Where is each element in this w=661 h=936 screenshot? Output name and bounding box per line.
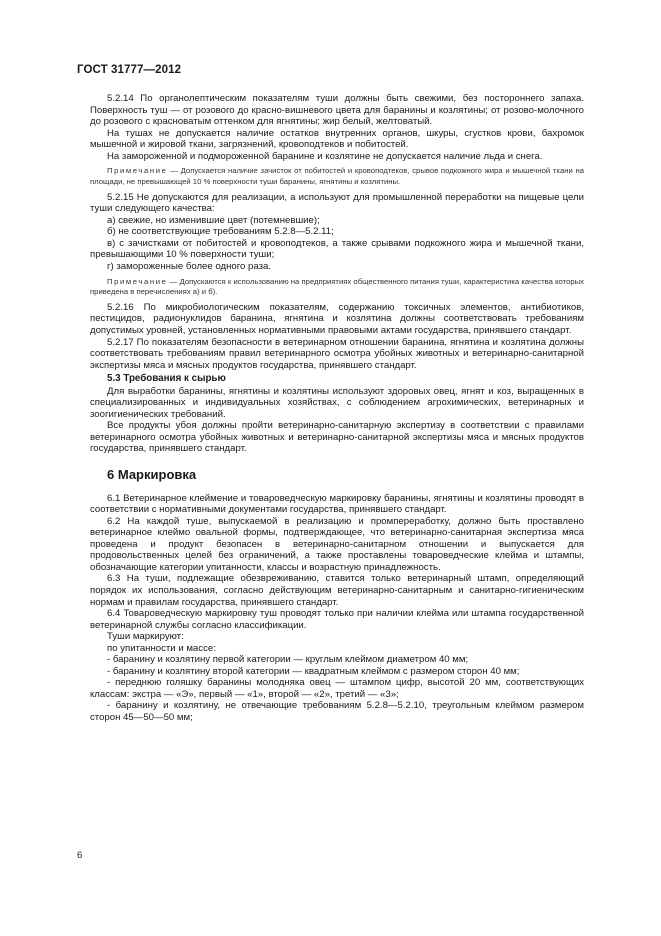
list-item: в) с зачистками от побитостей и кровоподтеков, а также срывами подкожного жира и мышечной ткани, превышающими 10 % поверхности туши;	[90, 237, 584, 261]
list-item: а) свежие, но изменившие цвет (потемневшие);	[107, 214, 320, 226]
paragraph-5-3-b: Все продукты убоя должны пройти ветеринарно-санитарную экспертизу в соответствии с правилами ветеринарного осмотра убойных животных и ветеринарно-санитарной экспертизы мяса и мясных продуктов государства, принявшего стандарт.	[90, 420, 584, 455]
section-heading-6: 6 Маркировка	[107, 467, 197, 483]
note-text: — Допускаются к использованию на предприятиях общественного питания туши, характеристика качества которых приведена в перечислениях а) и б).	[90, 276, 584, 297]
paragraph-6-2: 6.2 На каждой туше, выпускаемой в реализацию и промпереработку, должно быть проставлено ветеринарное клеймо овальной формы, подтверждающее, что ветеринарно-санитарная экспертиза мяса проведена и продукт безопасен в ветеринарно-санитарном отношении и выпускается для продовольственных целей без ограничений, а также проставлены товароведческие клейма и штампы, обозначающие категории упитанности, классы и возрастную принадлежность.	[90, 515, 584, 573]
paragraph-mark-by: по упитанности и массе:	[107, 642, 216, 654]
list-item: б) не соответствующие требованиям 5.2.8—5.2.11;	[107, 226, 334, 238]
paragraph-6-3: 6.3 На туши, подлежащие обезвреживанию, ставится только ветеринарный штамп, определяющий порядок их использования, согласно действующим ветеринарно-санитарным и санитарно-гигиеническим нормам и правилам государства, принявшего стандарт.	[90, 573, 584, 608]
paragraph-5-3-a: Для выработки баранины, ягнятины и козлятины используют здоровых овец, ягнят и коз, выращенных в специализированных и индивидуальных хозяйствах, с соблюдением агрохимических, ветеринарных и зоогигиенических требований.	[90, 385, 584, 420]
paragraph-5-2-14-c: На замороженной и подмороженной баранине и козлятине не допускается наличие льда и снега.	[107, 150, 543, 162]
paragraph-5-2-14: 5.2.14 По органолептическим показателям туши должны быть свежими, без постороннего запаха. Поверхность туш — от розового до красно-вишневого цвета для баранины и козлятины; от розово-молочного до розового с красноватым оттенком для ягнятины; жир белый, желтоватый.	[90, 93, 584, 128]
note-label: Примечание	[107, 276, 168, 286]
note-text: — Допускается наличие зачисток от побитостей и кровоподтеков, срывов подкожного жира и мышечной ткани на площади, не превышающей 10 % поверхности туши баранины, ягнятины и козлятины.	[90, 166, 584, 186]
paragraph-mark-intro: Туши маркируют:	[107, 631, 184, 643]
paragraph-5-2-16: 5.2.16 По микробиологическим показателям, содержанию токсичных элементов, антибиотиков, пестицидов, радионуклидов баранина, ягнятина и козлятина должны соответствовать требованиям допустимых уровней, установленных нормативными правовыми актами государства, принявшего стандарт.	[90, 301, 584, 337]
note-2	[90, 277, 584, 298]
section-heading-5-3: 5.3 Требования к сырью	[107, 373, 226, 385]
document-body	[90, 93, 584, 724]
page-number: 6	[77, 850, 83, 861]
list-item: - баранину и козлятину второй категории — квадратным клеймом с размером сторон 40 мм;	[107, 665, 520, 677]
paragraph-5-2-14-b: На тушах не допускается наличие остатков внутренних органов, шкуры, сгустков крови, бахромок мышечной и жировой ткани, загрязнений, кровоподтеков и побитостей.	[90, 127, 584, 151]
list-item: - баранину и козлятину, не отвечающие требованиям 5.2.8—5.2.10, треугольным клеймом размером сторон 45—50—50 мм;	[90, 700, 584, 723]
paragraph-6-1: 6.1 Ветеринарное клеймение и товароведческую маркировку баранины, ягнятины и козлятины проводят в соответствии с нормативными документами государства, принявшего стандарт.	[90, 492, 584, 516]
paragraph-6-4: 6.4 Товароведческую маркировку туш проводят только при наличии клейма или штампа государственной ветеринарной службы согласно классификации.	[90, 608, 584, 631]
note-1	[90, 166, 584, 187]
document-header: ГОСТ 31777—2012	[77, 64, 182, 76]
list-item: - баранину и козлятину первой категории — круглым клеймом диаметром 40 мм;	[107, 654, 469, 666]
paragraph-5-2-17: 5.2.17 По показателям безопасности в ветеринарном отношении баранина, ягнятина и козлятина должны соответствовать требованиям правил ветеринарного осмотра убойных животных и ветеринарно-санитарной экспертизы мяса и мясных продуктов государства, принявшего стандарт.	[90, 336, 584, 371]
list-item: г) замороженные более одного раза.	[107, 260, 271, 272]
note-label: Примечание	[107, 166, 168, 176]
paragraph-5-2-15: 5.2.15 Не допускаются для реализации, а используют для промышленной переработки на пищевые цели туши следующего качества:	[90, 191, 584, 215]
list-item: - переднюю голяшку баранины молодняка овец — штампом цифр, высотой 20 мм, соответствующих классам: экстра — «Э», первый — «1», второй — «2», третий — «3»;	[90, 677, 584, 700]
